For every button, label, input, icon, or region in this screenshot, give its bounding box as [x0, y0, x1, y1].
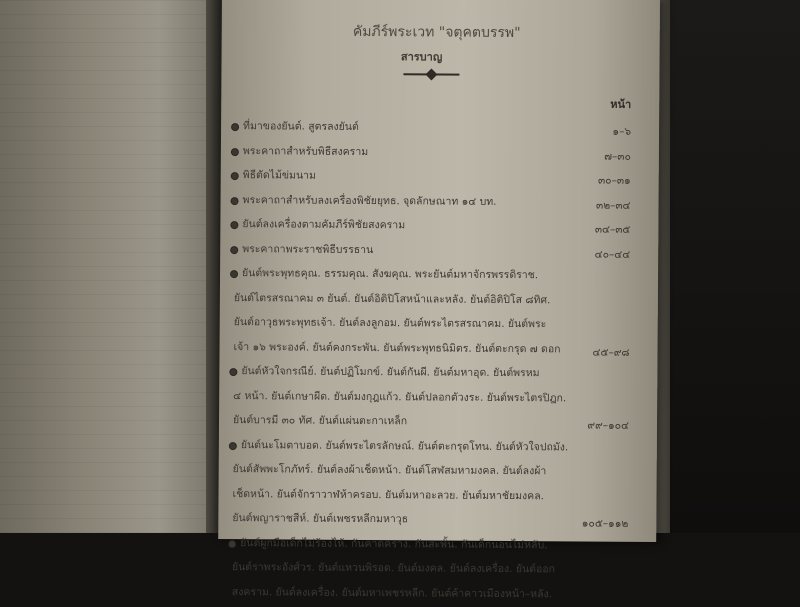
bullet-icon [231, 197, 239, 205]
toc-entry-pages: ๓๒–๓๔ [540, 196, 630, 214]
toc-entry-pages: ๔๐–๔๔ [540, 245, 630, 263]
toc-entry-text: ยันต์สัพพะโกภัทร์. ยันต์ลงผ้าเช็ดหน้า. ยันต์โสฬสมหามงคล. ยันต์ลงผ้า [233, 457, 547, 484]
toc-entry-text: ยันต์อาวุธพระพุทธเจ้า. ยันต์ลงลูกอม. ยันต์พระไตรสรณาคม. ยันต์พระ [234, 310, 547, 337]
toc-entry-text: พระคาถาสำหรับพิธีสงคราม [243, 139, 368, 164]
toc-entry-pages: ๙๙–๑๐๔ [539, 416, 629, 434]
bullet-icon [230, 221, 238, 229]
toc-entry-text: ยันต์หัวใจกรณีย์. ยันต์ปฏิโมกข์. ยันต์กันผี. ยันต์มหาอุด. ยันต์พรหม [241, 359, 539, 386]
toc-entry-text: ยันต์พระพุทธคุณ. ธรรมคุณ. สังฆคุณ. พระยันต์มหาจักรพรรดิราช. [242, 261, 538, 288]
left-page [0, 0, 212, 533]
toc-entry-pages: ๑๐๕–๑๑๒ [538, 514, 628, 532]
ornament-divider [401, 67, 461, 81]
toc-entry-pages: ๓๔–๓๕ [540, 220, 630, 238]
toc-entry-text: ยันต์พญาราชสีห์. ยันต์เพชรหลีกมหาวุธ [232, 506, 408, 532]
toc-entry-text: ที่มาของยันต์. สูตรลงยันต์ [243, 114, 359, 139]
toc-entry-text: เช็ดหน้า. ยันต์จักราวาฬห้าครอบ. ยันต์มหาอะลวย. ยันต์มหาชัยมงคล. [232, 482, 544, 509]
toc-entry-text: ยันต์ลงเครื่องตามคัมภีร์พิชัยสงคราม [242, 212, 405, 238]
toc-entry-text: ยันต์ราพระอังศ์วร. ยันต์แหวนพิรอด. ยันต์มงคล. ยันต์ลงเครื่อง. ยันต์ออก [232, 555, 555, 582]
dark-background [670, 0, 800, 533]
toc-entry [221, 114, 659, 117]
toc-entry-pages: ๔๕–๙๘ [539, 343, 629, 361]
bullet-icon [228, 540, 236, 548]
book-title: คัมภีร์พระเวท "จตุคตบรรพ" [337, 21, 537, 44]
bullet-icon [231, 123, 239, 131]
bullet-icon [231, 148, 239, 156]
toc-page [218, 0, 660, 542]
toc-heading: สารบาญ [372, 47, 472, 66]
toc-entry-text: ยันต์บารมี ๓๐ ทัศ. ยันต์แผ่นตะกาเหล็ก [233, 408, 407, 434]
toc-entry-text: ยันต์ไตรสรณาคม ๓ ยันต์. ยันต์อิติปิโสหน้าและหลัง. ยันต์อิติปิโส ๘ทิศ. [234, 286, 551, 313]
toc-entry-text: พระคาถาสำหรับลงเครื่องพิชัยยุทธ. จุดลักษณาท ๑๔ บท. [242, 188, 496, 214]
toc-entry-pages: ๑–๖ [541, 122, 631, 140]
toc-entry-text: ๔ หน้า. ยันต์เกษาผีด. ยันต์มงกุฎแก้ว. ยันต์ปลอกตัวงระ. ยันต์พระไตรปิฎก. [233, 384, 566, 411]
toc-entry-pages: ๓๐–๓๑ [541, 171, 631, 189]
page-column-header: หน้า [591, 95, 631, 113]
bullet-icon [231, 172, 239, 180]
toc-entry-text: เจ้า ๑๖ พระองค์. ยันต์คงกระพัน. ยันต์พระพุทธนิมิตร. ยันต์ตะกรุด ๗ ดอก [233, 335, 560, 362]
bullet-icon [229, 368, 237, 376]
bullet-icon [230, 270, 238, 278]
bullet-icon [230, 246, 238, 254]
toc-entry-pages: ๗–๓๐ [541, 147, 631, 165]
toc-entry-text: พิธีตัดไม้ข่มนาม [243, 163, 316, 188]
toc-entry-text: สงคราม. ยันต์ลงเครื่อง. ยันต์มหาเพชรหลีก. ยันต์ค้าคาวเมืองหน้า–หลัง. [232, 580, 552, 607]
toc-entry-text: พระคาถาพระราชพิธีบรรธาน [242, 237, 373, 262]
bullet-icon [229, 442, 237, 450]
toc-entry-text: ยันต์นะโมตาบอด. ยันต์พระไตรลักษณ์. ยันต์ตะกรุดโทน. ยันต์หัวใจปถมัง. [241, 433, 569, 460]
toc-entry-text: ยันต์ผูกมือเด็กไม่ร้องไห้. กันคาดคราง. กันสะพั้น. กันเด็กนอนไม่หลับ. [240, 531, 547, 558]
